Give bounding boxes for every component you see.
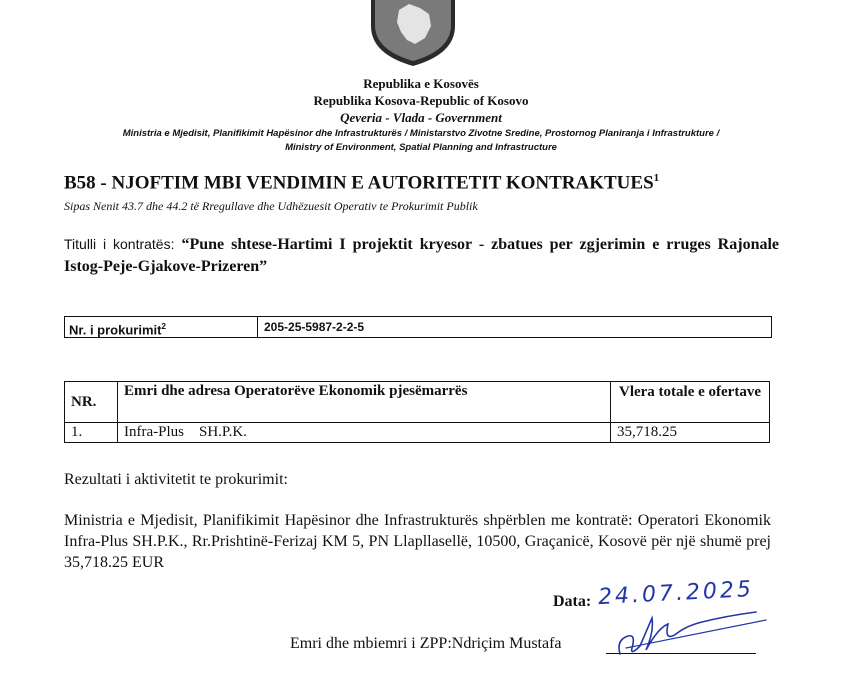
row-operator-name: Infra-Plus SH.P.K. <box>118 423 611 443</box>
header-nr: NR. <box>65 382 118 423</box>
row-nr: 1. <box>65 423 118 443</box>
date-label: Data: <box>553 593 592 610</box>
procurement-number-box <box>64 316 772 338</box>
contract-title-value: “Pune shtese-Hartimi I projektit kryesor - zbatues per zgjerimin e rruges Rajonale Istog-Peje-Gjakove-Prizeren” <box>64 236 780 275</box>
ministry-name-line1: Ministria e Mjedisit, Planifikimit Hapësinor dhe Infrastrukturës / Ministarstvo Zivotne Sredine, Prostornog Planiranja i Infrastrukture / <box>122 128 720 139</box>
republic-name-albanian: Republika e Kosovës <box>363 76 479 91</box>
header-total-value: Vlera totale e ofertave <box>611 382 770 423</box>
procurement-footnote-marker: 2 <box>161 322 166 331</box>
government-name: Qeveria - Vlada - Government <box>340 110 502 125</box>
contract-title-label: Titulli i kontratës: <box>64 236 175 252</box>
header-operator-name: Emri dhe adresa Operatorëve Ekonomik pjesëmarrës <box>118 382 611 423</box>
kosovo-coat-of-arms-icon <box>365 0 461 66</box>
republic-name-multilingual: Republika Kosova-Republic of Kosovo <box>313 93 529 108</box>
date-handwritten: 24.07.2025 <box>597 576 755 611</box>
contract-title-block <box>64 233 779 278</box>
table-row <box>65 423 770 443</box>
procurement-number-label: Nr. i prokurimit$^2$ <box>65 317 258 337</box>
result-label: Rezultati i aktivitetit te prokurimit: <box>64 471 288 488</box>
handwritten-signature-icon <box>606 598 776 662</box>
procurement-number-value: 205-25-5987-2-2-5 <box>264 320 365 334</box>
notice-subtitle: Sipas Nenit 43.7 dhe 44.2 të Rregullave dhe Udhëzuesit Operativ te Prokurimit Publik <box>64 199 478 213</box>
notice-title: B58 - NJOFTIM MBI VENDIMIN E AUTORITETIT KONTRAKTUES$^1$ <box>64 172 660 194</box>
table-header-row <box>65 382 770 423</box>
title-footnote-marker: 1 <box>653 172 660 184</box>
zpp-name-label: Emri dhe mbiemri i ZPP:Ndriçim Mustafa <box>290 635 562 652</box>
operators-table <box>64 381 770 443</box>
award-statement: Ministria e Mjedisit, Planifikimit Hapësinor dhe Infrastrukturës shpërblen me kontratë: Operatori Ekonomik Infra-Plus SH.P.K., Rr.Prishtinë-Ferizaj KM 5, PN Llapllasellë, 10500, Graçanicë, Kosovë për një shumë prej 35,718.25 EUR <box>64 512 771 571</box>
row-total-value: 35,718.25 <box>611 423 770 443</box>
ministry-name-line2: Ministry of Environment, Spatial Planning and Infrastructure <box>285 142 557 153</box>
